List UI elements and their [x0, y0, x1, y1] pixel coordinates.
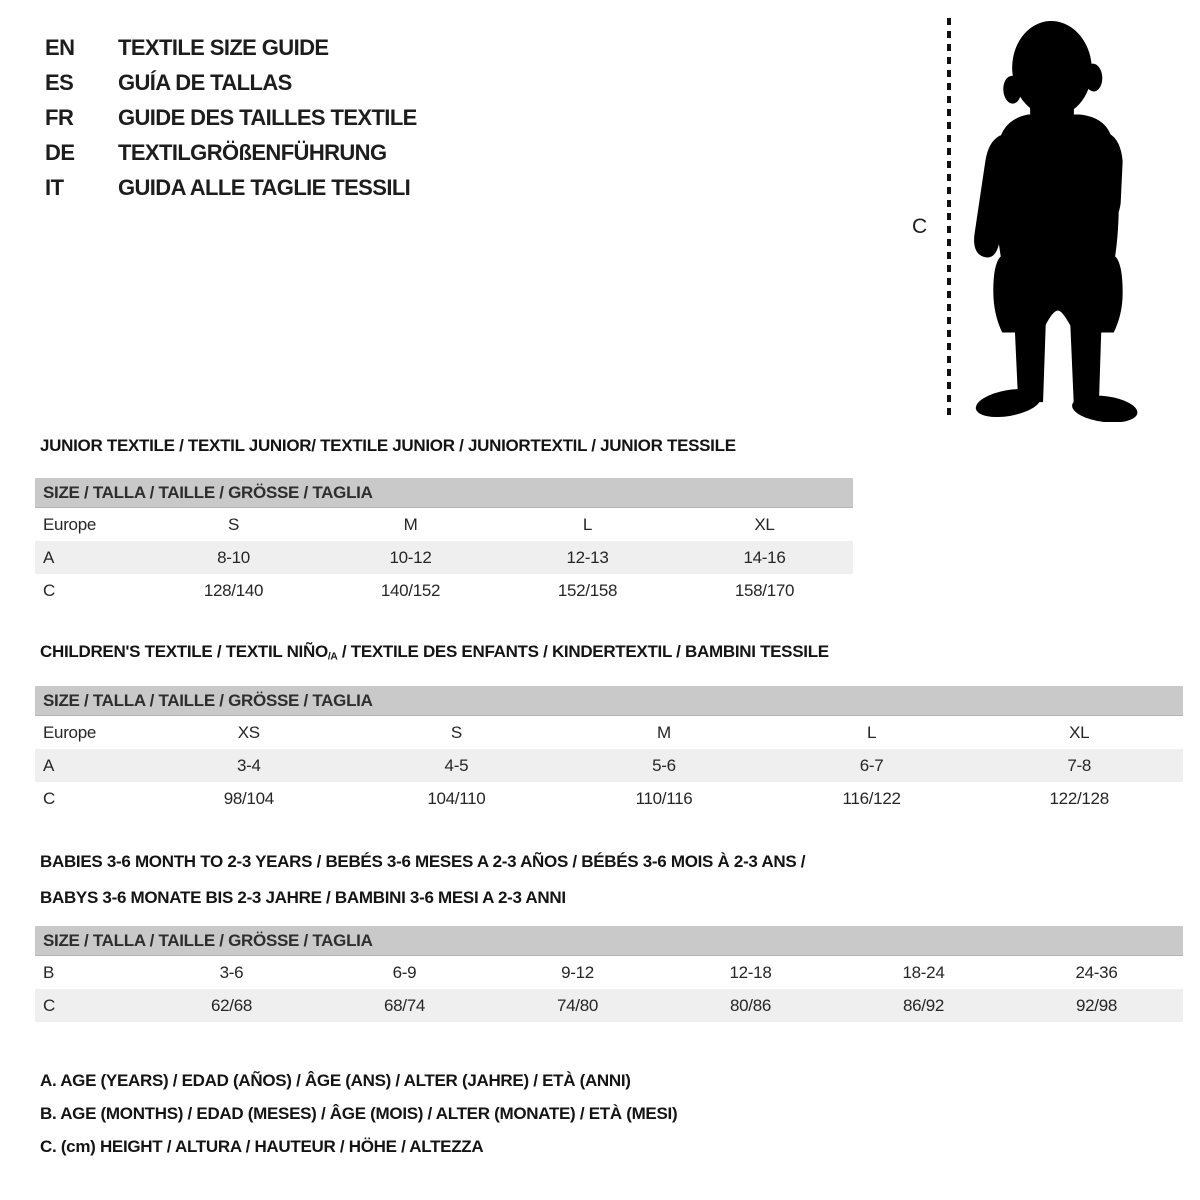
size-cell: XS — [237, 722, 260, 742]
children-title-text: / TEXTILE DES ENFANTS / KINDERTEXTIL / BAMBINI TESSILE — [337, 642, 829, 661]
height-cell: 128/140 — [203, 580, 264, 600]
table-row-height — [35, 989, 1183, 1022]
guide-title-en: TEXTILE SIZE GUIDE — [118, 34, 329, 60]
height-cell: 74/80 — [556, 995, 599, 1015]
row-label: C — [43, 580, 55, 600]
legend-age-months: B. AGE (MONTHS) / EDAD (MESES) / ÂGE (MOIS) / ALTER (MONATE) / ETÀ (MESI) — [40, 1104, 678, 1123]
row-label: Europe — [43, 722, 97, 742]
height-cell: 104/110 — [427, 788, 486, 808]
guide-title-it: GUIDA ALLE TAGLIE TESSILI — [118, 174, 411, 200]
age-cell: 3-4 — [236, 755, 261, 775]
language-row-es — [45, 65, 417, 100]
table-row-age — [35, 749, 1183, 782]
months-cell: 6-9 — [392, 962, 417, 982]
babies-section-title — [40, 844, 805, 916]
children-section-title — [40, 642, 829, 663]
language-code: IT — [45, 174, 64, 200]
table-row-europe — [35, 508, 853, 541]
junior-section-title: JUNIOR TEXTILE / TEXTIL JUNIOR/ TEXTILE JUNIOR / JUNIORTEXTIL / JUNIOR TESSILE — [40, 436, 736, 455]
table-row-height — [35, 782, 1183, 815]
age-cell: 12-13 — [566, 547, 609, 567]
table-row-height — [35, 574, 853, 607]
children-title-text: CHILDREN'S TEXTILE / TEXTIL NIÑO — [40, 642, 328, 661]
children-title-subscript: /A — [327, 651, 338, 663]
language-row-fr — [45, 100, 417, 135]
language-code: ES — [45, 69, 74, 95]
size-cell: L — [582, 514, 593, 534]
language-list — [45, 30, 417, 205]
size-cell: XL — [1069, 722, 1090, 742]
size-cell: M — [657, 722, 671, 742]
age-cell: 8-10 — [217, 547, 250, 567]
babies-title-line1: BABIES 3-6 MONTH TO 2-3 YEARS / BEBÉS 3-6 MESES A 2-3 AÑOS / BÉBÉS 3-6 MOIS À 2-3 ANS / — [40, 852, 806, 871]
language-row-de — [45, 135, 417, 170]
size-header-bar: SIZE / TALLA / TAILLE / GRÖSSE / TAGLIA — [35, 686, 1183, 716]
age-cell: 7-8 — [1067, 755, 1092, 775]
language-code: FR — [45, 104, 74, 130]
height-cell: 62/68 — [210, 995, 253, 1015]
row-label: C — [43, 995, 55, 1015]
table-row-age — [35, 541, 853, 574]
size-cell: L — [867, 722, 877, 742]
months-cell: 18-24 — [902, 962, 945, 982]
height-cell: 140/152 — [380, 580, 441, 600]
size-cell: S — [227, 514, 240, 534]
toddler-silhouette-icon — [964, 14, 1142, 422]
height-cell: 158/170 — [734, 580, 795, 600]
measure-legend — [40, 1064, 677, 1163]
children-size-table — [35, 686, 1183, 815]
height-cell: 116/122 — [842, 788, 901, 808]
legend-age-years: A. AGE (YEARS) / EDAD (AÑOS) / ÂGE (ANS) / ALTER (JAHRE) / ETÀ (ANNI) — [40, 1071, 631, 1090]
age-cell: 4-5 — [444, 755, 469, 775]
size-cell: XL — [754, 514, 775, 534]
size-header-bar: SIZE / TALLA / TAILLE / GRÖSSE / TAGLIA — [35, 478, 853, 508]
language-code: EN — [45, 34, 75, 60]
guide-title-de: TEXTILGRÖßENFÜHRUNG — [118, 139, 387, 165]
months-cell: 24-36 — [1075, 962, 1118, 982]
guide-title-fr: GUIDE DES TAILLES TEXTILE — [118, 104, 417, 130]
row-label: B — [43, 962, 55, 982]
height-cell: 80/86 — [729, 995, 772, 1015]
table-row-months — [35, 956, 1183, 989]
language-row-it — [45, 170, 417, 205]
babies-size-table — [35, 926, 1183, 1022]
language-code: DE — [45, 139, 75, 165]
age-cell: 6-7 — [859, 755, 884, 775]
age-cell: 14-16 — [743, 547, 786, 567]
height-measure-label: C — [912, 215, 927, 238]
months-cell: 9-12 — [561, 962, 594, 982]
row-label: C — [43, 788, 55, 808]
height-cell: 86/92 — [902, 995, 945, 1015]
height-cell: 92/98 — [1075, 995, 1118, 1015]
height-dashed-line — [947, 18, 951, 416]
months-cell: 3-6 — [219, 962, 244, 982]
height-cell: 98/104 — [223, 788, 274, 808]
size-cell: M — [403, 514, 418, 534]
guide-title-es: GUÍA DE TALLAS — [118, 69, 292, 95]
height-cell: 110/116 — [635, 788, 693, 808]
legend-height-cm: C. (cm) HEIGHT / ALTURA / HAUTEUR / HÖHE / ALTEZZA — [40, 1137, 484, 1156]
row-label: Europe — [43, 514, 97, 534]
height-cell: 152/158 — [557, 580, 618, 600]
size-header-bar: SIZE / TALLA / TAILLE / GRÖSSE / TAGLIA — [35, 926, 1183, 956]
table-row-europe — [35, 716, 1183, 749]
language-row-en — [45, 30, 417, 65]
babies-title-line2: BABYS 3-6 MONATE BIS 2-3 JAHRE / BAMBINI 3-6 MESI A 2-3 ANNI — [40, 888, 566, 907]
months-cell: 12-18 — [729, 962, 772, 982]
age-cell: 10-12 — [389, 547, 432, 567]
height-cell: 122/128 — [1049, 788, 1109, 808]
junior-size-table — [35, 478, 853, 607]
row-label: A — [43, 547, 55, 567]
size-cell: S — [450, 722, 462, 742]
height-cell: 68/74 — [383, 995, 426, 1015]
age-cell: 5-6 — [652, 755, 676, 775]
row-label: A — [43, 755, 55, 775]
